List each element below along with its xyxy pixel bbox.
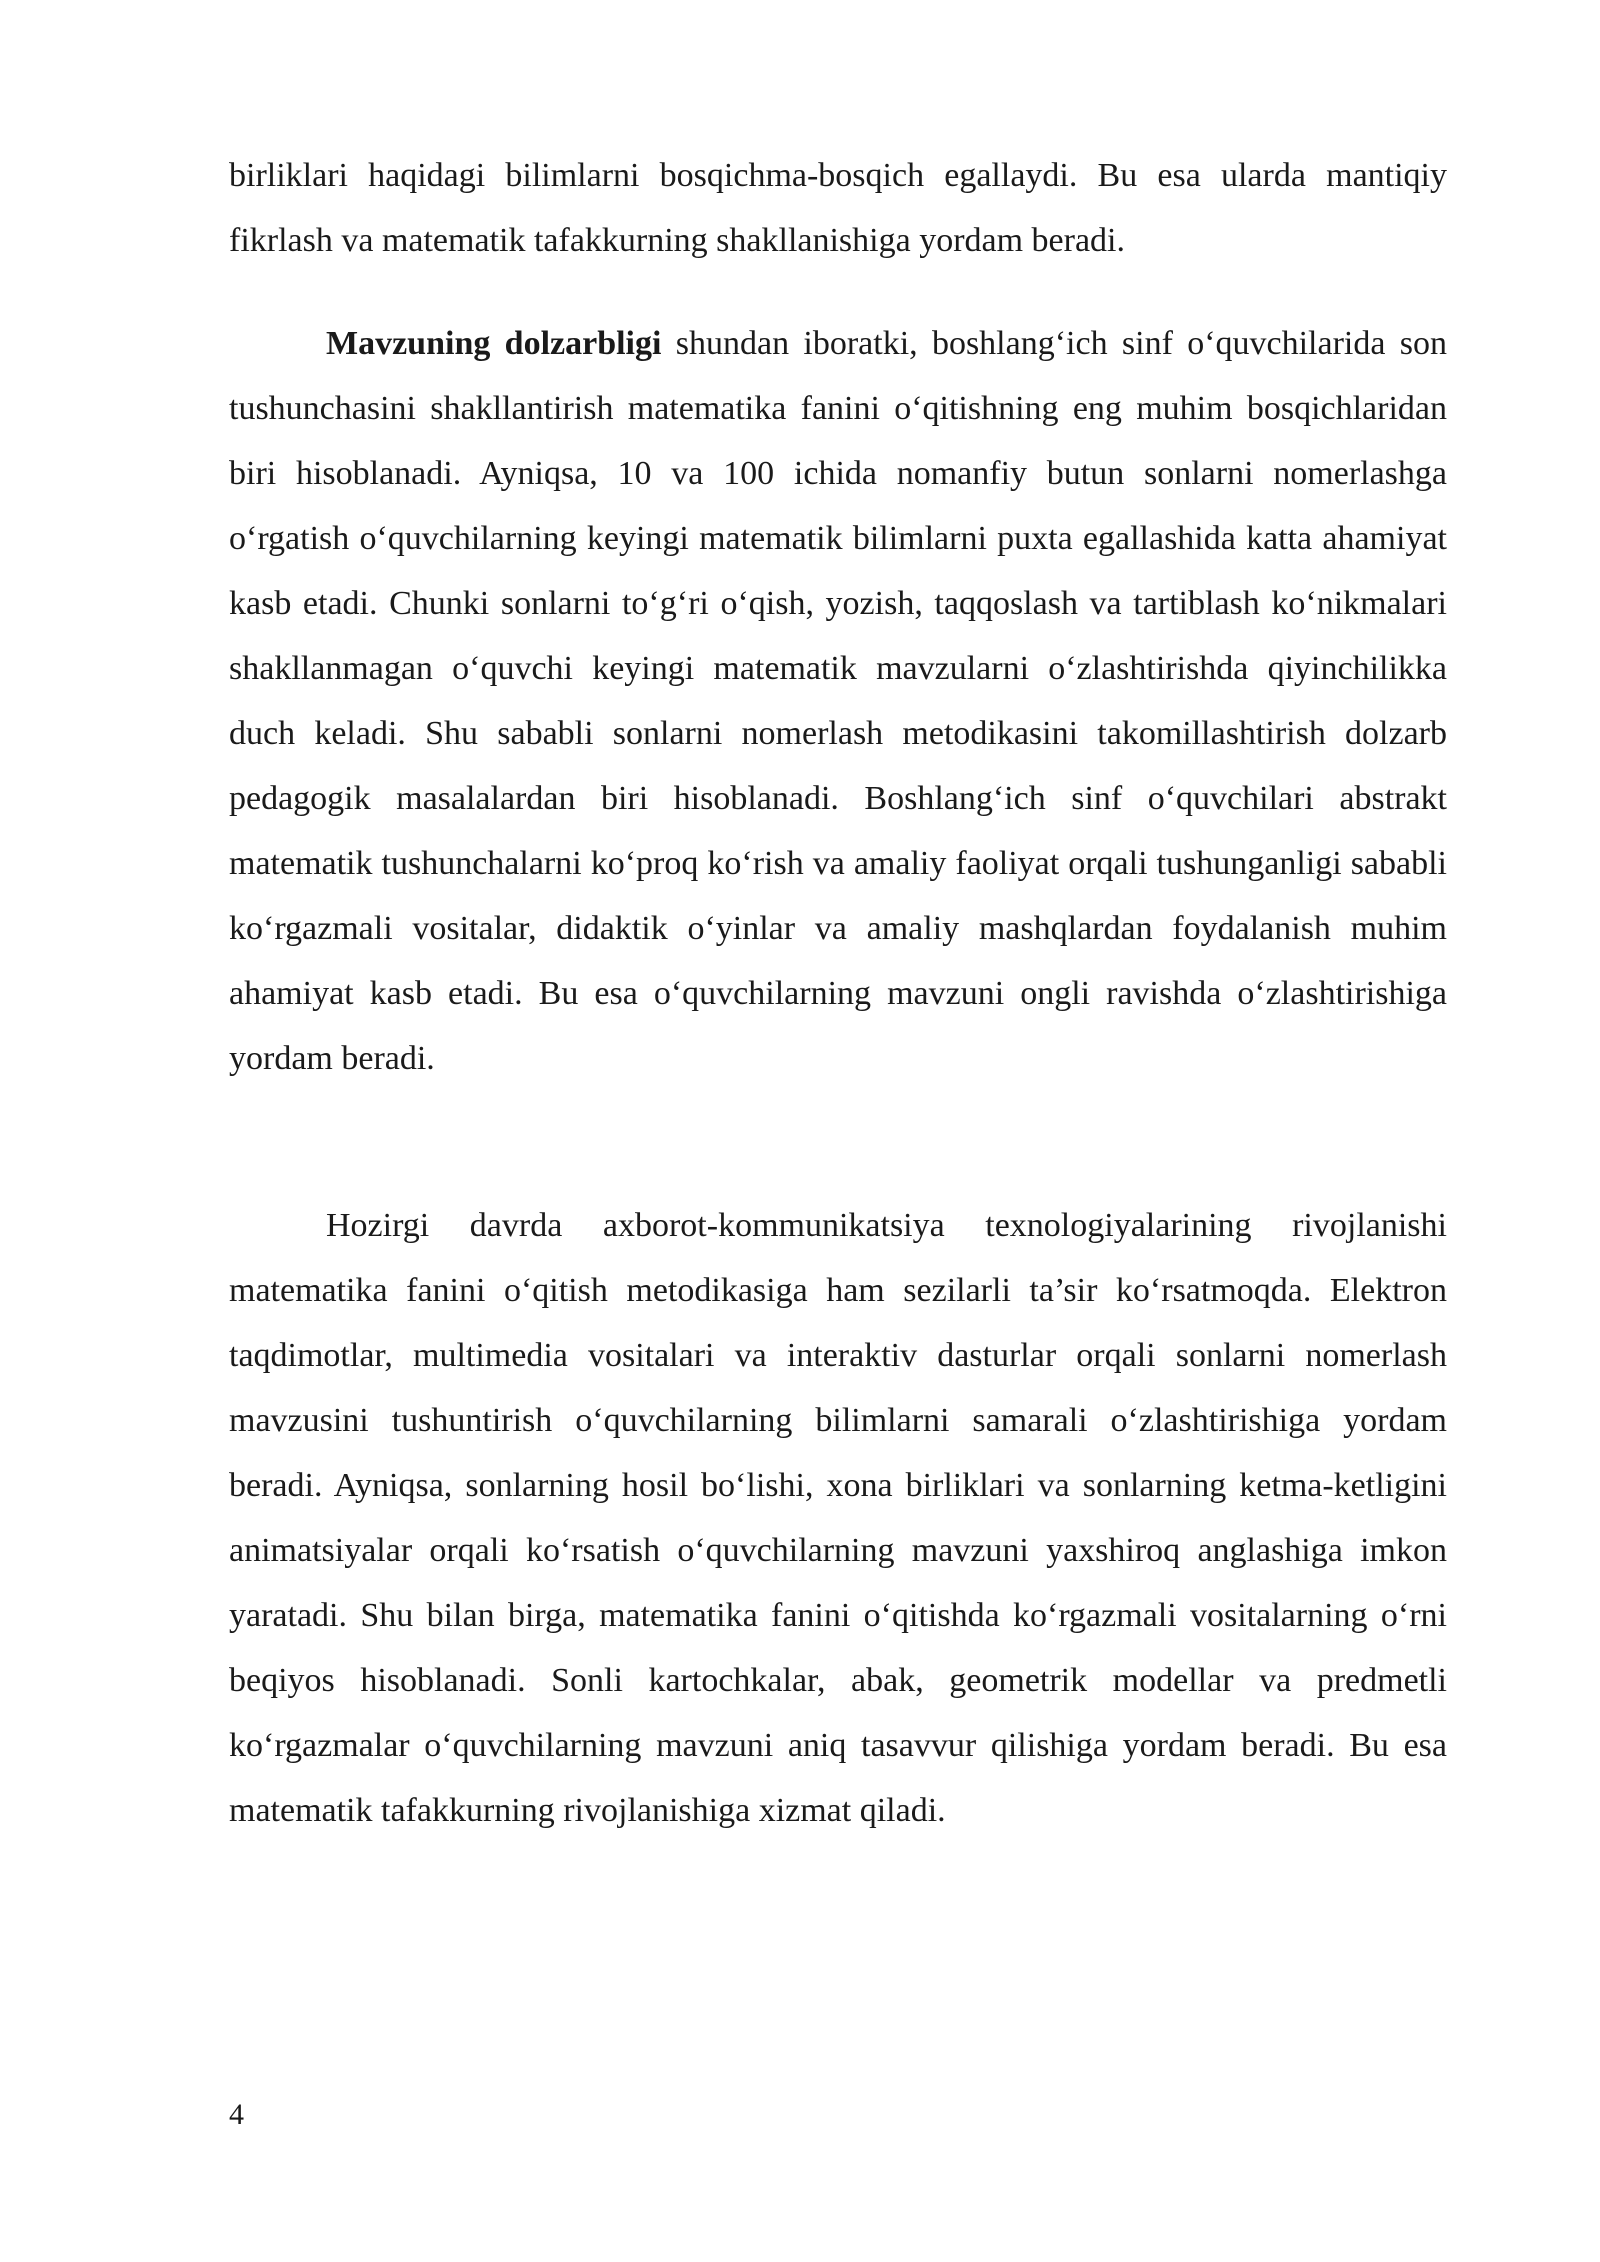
page-number: 4 <box>229 2098 244 2131</box>
paragraph-relevance <box>229 311 1447 1091</box>
paragraph-ict: Hozirgi davrda axborot-kommunikatsiya texnologiyalarining rivojlanishi matematika fanini o‘qitish metodikasiga ham sezilarli ta’sir ko‘rsatmoqda. Elektron taqdimotlar, multimedia vositalari va interaktiv dasturlar orqali sonlarni nomerlash mavzusini tushuntirish o‘quvchilarning bilimlarni samarali o‘zlashtirishiga yordam beradi. Ayniqsa, sonlarning hosil bo‘lishi, xona birliklari va sonlarning ketma-ketligini animatsiyalar orqali ko‘rsatish o‘quvchilarning mavzuni yaxshiroq anglashiga imkon yaratadi. Shu bilan birga, matematika fanini o‘qitishda ko‘rgazmali vositalarning o‘rni beqiyos hisoblanadi. Sonli kartochkalar, abak, geometrik modellar va predmetli ko‘rgazmalar o‘quvchilarning mavzuni aniq tasavvur qilishiga yordam beradi. Bu esa matematik tafakkurning rivojlanishiga xizmat qiladi. <box>229 1207 1447 1829</box>
paragraph-bold-lead: Mavzuning dolzarbligi <box>326 325 662 362</box>
paragraph-body: shundan iboratki, boshlang‘ich sinf o‘quvchilarida son tushunchasini shakllantirish matematika fanini o‘qitishning eng muhim bosqichlaridan biri hisoblanadi. Ayniqsa, 10 va 100 ichida nomanfiy butun sonlarni nomerlashga o‘rgatish o‘quvchilarning keyingi matematik bilimlarni puxta egallashida katta ahamiyat kasb etadi. Chunki sonlarni to‘g‘ri o‘qish, yozish, taqqoslash va tartiblash ko‘nikmalari shakllanmagan o‘quvchi keyingi matematik mavzularni o‘zlashtirishda qiyinchilikka duch keladi. Shu sababli sonlarni nomerlash metodikasini takomillashtirish dolzarb pedagogik masalalardan biri hisoblanadi. Boshlang‘ich sinf o‘quvchilari abstrakt matematik tushunchalarni ko‘proq ko‘rish va amaliy faoliyat orqali tushunganligi sababli ko‘rgazmali vositalar, didaktik o‘yinlar va amaliy mashqlardan foydalanish muhim ahamiyat kasb etadi. Bu esa o‘quvchilarning mavzuni ongli ravishda o‘zlashtirishiga yordam beradi. <box>229 325 1447 1077</box>
paragraph-continuation: birliklari haqidagi bilimlarni bosqichma-bosqich egallaydi. Bu esa ularda mantiqiy fikrlash va matematik tafakkurning shakllanishiga yordam beradi. <box>229 157 1447 259</box>
